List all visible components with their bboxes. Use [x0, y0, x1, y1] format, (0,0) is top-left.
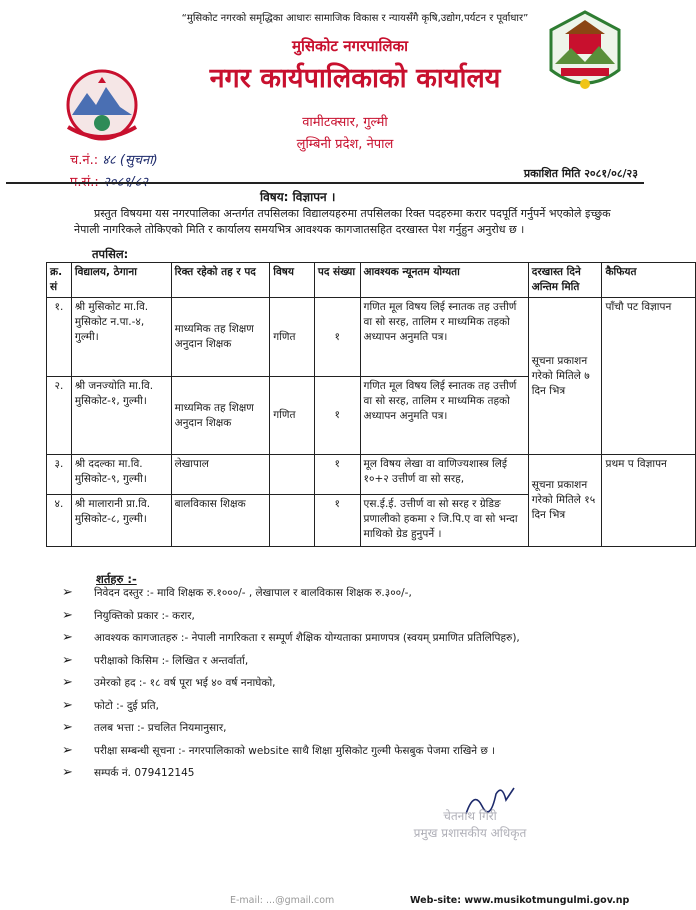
header-remarks: कैफियत: [602, 263, 696, 298]
cell-post: माध्यमिक तह शिक्षण अनुदान शिक्षक: [171, 377, 270, 455]
header-count: पद संख्या: [314, 263, 360, 298]
cell-subject: [270, 495, 315, 547]
pa-sa-label: प.सं.:: [70, 175, 99, 190]
cell-subject: गणित: [270, 377, 315, 455]
table-row: [47, 455, 696, 495]
term-text: परीक्षा सम्बन्धी सूचना :- नगरपालिकाको website साथै शिक्षा मुसिकोट गुल्मी फेसबुक पेजमा राखिने छ ।: [94, 744, 496, 757]
list-item: [62, 654, 622, 677]
list-item: [62, 609, 622, 632]
email-text: E-mail: ...@gmail.com: [230, 895, 335, 906]
office-title: नगर कार्यपालिकाको कार्यालय: [209, 63, 501, 94]
cell-qualification: गणित मूल विषय लिई स्नातक तह उत्तीर्ण वा सो सरह, तालिम र माध्यमिक तहको अध्यापन अनुमति पत्र।: [360, 377, 528, 455]
official-stamp: [400, 808, 540, 842]
notice-intro: प्रस्तुत विषयमा यस नगरपालिका अन्तर्गत तपसिलका विद्यालयहरुमा तपसिलका रिक्त पदहरुमा करार पदपूर्ति गर्नुपर्ने भएकोले इच्छुक नेपाली नागरिकले तोकिएको मिति र कार्यालय समयभित्र आवश्यक कागजातसहित दरखास्त पेश गर्नुहुन अनुरोध छ ।: [74, 207, 611, 236]
term-text: सम्पर्क नं. 079412145: [94, 767, 195, 779]
arrow-bullet-icon: ➢: [62, 630, 73, 645]
cell-sn: १.: [47, 298, 72, 377]
cell-count: १: [314, 455, 360, 495]
list-item: [62, 699, 622, 722]
list-item: [62, 766, 622, 789]
header-deadline: दरखास्त दिने अन्तिम मिति: [528, 263, 602, 298]
website-text: Web-site: www.musikotmungulmi.gov.np: [410, 895, 630, 906]
published-date: प्रकाशित मिति २०८१/०८/२३: [523, 167, 638, 180]
table-header-row: [47, 263, 696, 298]
cell-sn: ३.: [47, 455, 72, 495]
cell-count: १: [314, 377, 360, 455]
cell-qualification: गणित मूल विषय लिई स्नातक तह उत्तीर्ण वा सो सरह, तालिम र माध्यमिक तहको अध्यापन अनुमति पत्र।: [360, 298, 528, 377]
arrow-bullet-icon: ➢: [62, 652, 73, 668]
address-line-2: लुम्बिनी प्रदेश, नेपाल: [296, 137, 394, 152]
vacancy-table: [46, 262, 696, 547]
ch-no: [70, 150, 158, 172]
header-post: रिक्त रहेको तह र पद: [171, 263, 270, 298]
table-row: [47, 298, 696, 377]
pa-sa-value: २०८१/८२: [102, 175, 148, 190]
cell-count: १: [314, 298, 360, 377]
notice-subject: विषय: विज्ञापन ।: [260, 190, 336, 204]
cell-remark-group2: प्रथम प विज्ञापन: [602, 455, 696, 547]
cell-qualification: मूल विषय लेखा वा वाणिज्यशास्त्र लिई १०+२ उत्तीर्ण वा सो सरह,: [360, 455, 528, 495]
ch-no-label: च.नं.:: [70, 153, 99, 168]
terms-title: शर्तहरु :-: [96, 572, 137, 586]
header-school: विद्यालय, ठेगाना: [71, 263, 171, 298]
cell-school: श्री ददल्का मा.वि. मुसिकोट-९, गुल्मी।: [71, 455, 171, 495]
motto-text: “मुसिकोट नगरको समृद्धिका आधारः सामाजिक विकास र न्यायसँगै कृषि,उद्योग,पर्यटन र पूर्वाधार”: [181, 13, 529, 24]
cell-sn: ४.: [47, 495, 72, 547]
terms-list: [62, 586, 622, 789]
list-item: [62, 744, 622, 767]
cell-deadline-group1: सूचना प्रकाशन गरेको मितिले ७ दिन भित्र: [528, 298, 602, 455]
cell-post: बालविकास शिक्षक: [171, 495, 270, 547]
cell-subject: [270, 455, 315, 495]
term-text: उमेरको हद :- १८ वर्ष पूरा भई ४० वर्ष ननाघेको,: [94, 677, 276, 689]
term-text: परीक्षाको किसिम :- लिखित र अन्तर्वार्ता,: [94, 654, 249, 667]
table-label: तपसिल:: [92, 247, 129, 261]
reference-numbers: [70, 150, 158, 194]
list-item: [62, 676, 622, 699]
cell-sn: २.: [47, 377, 72, 455]
cell-subject: गणित: [270, 298, 315, 377]
cell-count: १: [314, 495, 360, 547]
cell-qualification: एस.ई.ई. उत्तीर्ण वा सो सरह र ग्रेडिङ प्रणालीको हकमा २ जि.पि.ए वा सो भन्दा माथिको ग्रेड हुनुपर्ने ।: [360, 495, 528, 547]
term-text: आवश्यक कागजातहरु :- नेपाली नागरिकता र सम्पूर्ण शैक्षिक योग्यताका प्रमाणपत्र (स्वयम् प्रमाणित प्रतिलिपिहरु),: [94, 632, 520, 644]
arrow-bullet-icon: ➢: [62, 675, 73, 690]
cell-remark-group1: पाँचौ पट विज्ञापन: [602, 298, 696, 455]
address: [240, 112, 450, 156]
ch-no-value: ४८ (सुचना): [102, 153, 158, 168]
header-divider: [6, 182, 644, 184]
stamp-title: प्रमुख प्रशासकीय अधिकृत: [413, 826, 527, 840]
arrow-bullet-icon: ➢: [62, 607, 73, 623]
cell-deadline-group2: सूचना प्रकाशन गरेको मितिले १५ दिन भित्र: [528, 455, 602, 547]
cell-school: श्री मालारानी प्रा.वि. मुसिकोट-८, गुल्मी।: [71, 495, 171, 547]
term-text: निवेदन दस्तुर :- मावि शिक्षक रु.१०००/- , लेखापाल र बालविकास शिक्षक रु.३००/-,: [94, 587, 412, 599]
list-item: [62, 721, 622, 744]
header-subject: विषय: [270, 263, 315, 298]
arrow-bullet-icon: ➢: [62, 742, 73, 758]
list-item: [62, 586, 622, 609]
header-qualification: आवश्यक न्यूनतम योग्यता: [360, 263, 528, 298]
arrow-bullet-icon: ➢: [62, 585, 73, 600]
address-line-1: वामीटक्सार, गुल्मी: [302, 115, 388, 130]
cell-school: श्री जनज्योति मा.वि. मुसिकोट-१, गुल्मी।: [71, 377, 171, 455]
arrow-bullet-icon: ➢: [62, 765, 73, 780]
term-text: नियुक्तिको प्रकार :- करार,: [94, 609, 195, 622]
list-item: [62, 631, 622, 654]
term-text: तलब भत्ता :- प्रचलित नियमानुसार,: [94, 722, 227, 734]
cell-post: लेखापाल: [171, 455, 270, 495]
arrow-bullet-icon: ➢: [62, 697, 73, 713]
arrow-bullet-icon: ➢: [62, 720, 73, 735]
cell-school: श्री मुसिकोट मा.वि. मुसिकोट न.पा.-४, गुल्मी।: [71, 298, 171, 377]
nepal-emblem-logo: [62, 65, 142, 143]
stamp-name: चेतनाथ गिरी: [443, 809, 497, 823]
municipality-name: मुसिकोट नगरपालिका: [292, 37, 408, 55]
header-sn: क्र. सं: [47, 263, 72, 298]
cell-post: माध्यमिक तह शिक्षण अनुदान शिक्षक: [171, 298, 270, 377]
term-text: फोटो :- दुई प्रति,: [94, 699, 159, 712]
